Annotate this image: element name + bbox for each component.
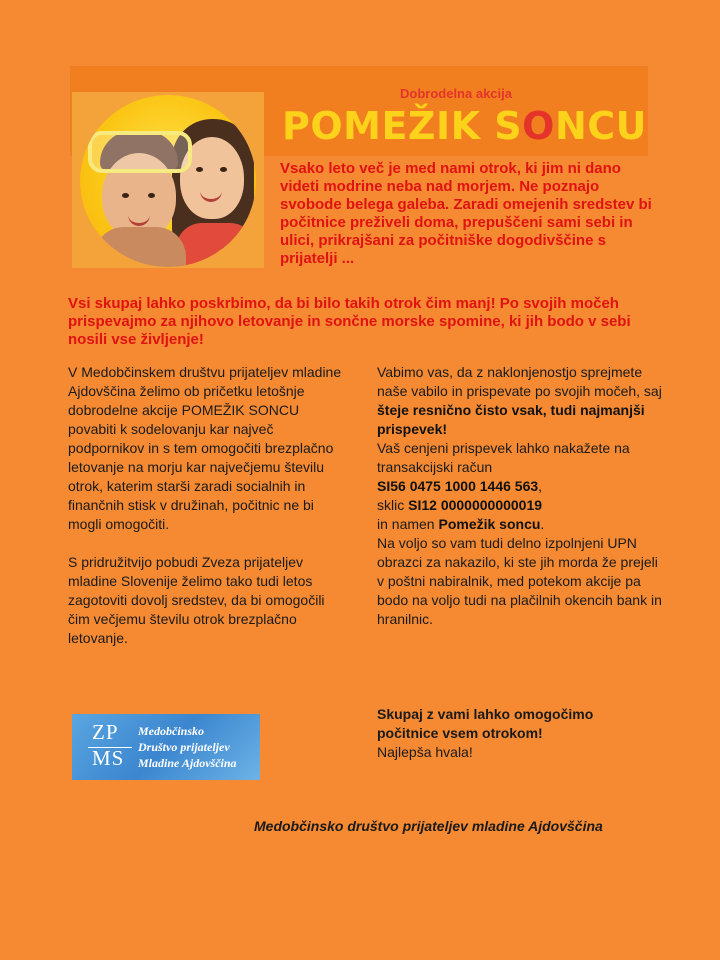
girl-eye-right bbox=[220, 167, 227, 172]
left-column bbox=[68, 363, 346, 648]
invitation-paragraph bbox=[377, 363, 667, 439]
closing-text bbox=[377, 705, 637, 762]
girl-eye-left bbox=[196, 167, 203, 172]
diving-mask bbox=[88, 131, 192, 173]
title-part-1: POMEŽIK S bbox=[282, 104, 523, 148]
logo-line-3: Mladine Ajdovščina bbox=[138, 756, 237, 770]
logo-line-2: Društvo prijateljev bbox=[138, 740, 230, 754]
title-sun-o: O bbox=[522, 104, 555, 148]
purpose-suffix: . bbox=[540, 516, 545, 532]
iban-value: SI56 0475 1000 1446 563 bbox=[377, 478, 539, 494]
boy-eye-left bbox=[122, 193, 129, 198]
purpose-value: Pomežik soncu bbox=[438, 516, 541, 532]
intro-text: Vsako leto več je med nami otrok, ki jim ni dano videti modrine neba nad morjem. Ne poznajo svobode belega galeba. Zaradi omejenih sredstev bi počitnice preživeli doma, prepuščeni sami sebi in ulici, prikrajšani za počitniške dogodivščine s prijatelji ... bbox=[280, 160, 652, 267]
logo-zp: ZP bbox=[92, 720, 119, 744]
children-photo bbox=[72, 92, 264, 268]
signature: Medobčinsko društvo prijateljev mladine Ajdovščina bbox=[254, 818, 603, 834]
logo-ms: MS bbox=[92, 746, 125, 770]
left-paragraph-1: V Medobčinskem društvu prijateljev mladine Ajdovščina želimo ob pričetku letošnje dobrodelne akcije POMEŽIK SONCU povabiti k sodelovanju kar največ podpornikov in s tem omogočiti brezplačno letovanje na morju kar največjemu številu otrok, katerim starši zaradi socialnih in finančnih stisk v družinah, počitnic ne bi mogli omogočiti. bbox=[68, 364, 342, 532]
boy-smile bbox=[128, 213, 150, 226]
closing-bold: Skupaj z vami lahko omogočimo počitnice vsem otrokom! bbox=[377, 706, 594, 741]
girl-shirt bbox=[176, 223, 256, 267]
reference-value: SI12 0000000000019 bbox=[408, 497, 543, 513]
invitation-text: Vabimo vas, da z naklonjenostjo sprejmete naše vabilo in prispevate po svojih močeh, saj bbox=[377, 364, 662, 399]
upn-paragraph: Na voljo so vam tudi delno izpolnjeni UPN obrazci za nakazilo, ki ste jih morda že prejeli v poštni nabiralnik, med potekom akcije pa bodo na voljo tudi na plačilnih okencih bank in hranilnic. bbox=[377, 535, 662, 627]
invitation-emphasis: šteje resnično čisto vsak, tudi najmanjši prispevek! bbox=[377, 402, 645, 437]
girl-smile bbox=[200, 189, 222, 202]
reference-label: sklic bbox=[377, 497, 409, 513]
iban-line bbox=[377, 477, 667, 496]
purpose-label: in namen bbox=[377, 516, 439, 532]
left-paragraph-2: S pridružitvijo pobudi Zveza prijateljev mladine Slovenije želimo tako tudi letos zagotoviti dovolj sredstev, da bi omogočili čim večjemu številu otrok brezplačno letovanje. bbox=[68, 554, 325, 646]
organization-logo bbox=[72, 714, 260, 780]
right-column bbox=[377, 363, 667, 629]
boy-eye-right bbox=[148, 193, 155, 198]
reference-line bbox=[377, 496, 667, 515]
payment-intro: Vaš cenjeni prispevek lahko nakažete na transakcijski račun bbox=[377, 440, 630, 475]
campaign-title bbox=[282, 104, 647, 148]
logo-line-1: Medobčinsko bbox=[138, 724, 204, 738]
banner-kicker: Dobrodelna akcija bbox=[400, 86, 512, 101]
closing-thanks: Najlepša hvala! bbox=[377, 744, 473, 760]
iban-suffix: , bbox=[538, 478, 543, 494]
title-part-2: NCU bbox=[554, 104, 648, 148]
purpose-line bbox=[377, 515, 667, 534]
callout-text: Vsi skupaj lahko poskrbimo, da bi bilo takih otrok čim manj! Po svojih močeh prispevajmo za njihovo letovanje in sončne morske spomine, ki jih bodo v sebi nosili vse življenje! bbox=[68, 295, 631, 348]
photo-oval-frame bbox=[80, 95, 256, 267]
boy-shirt bbox=[94, 227, 186, 267]
